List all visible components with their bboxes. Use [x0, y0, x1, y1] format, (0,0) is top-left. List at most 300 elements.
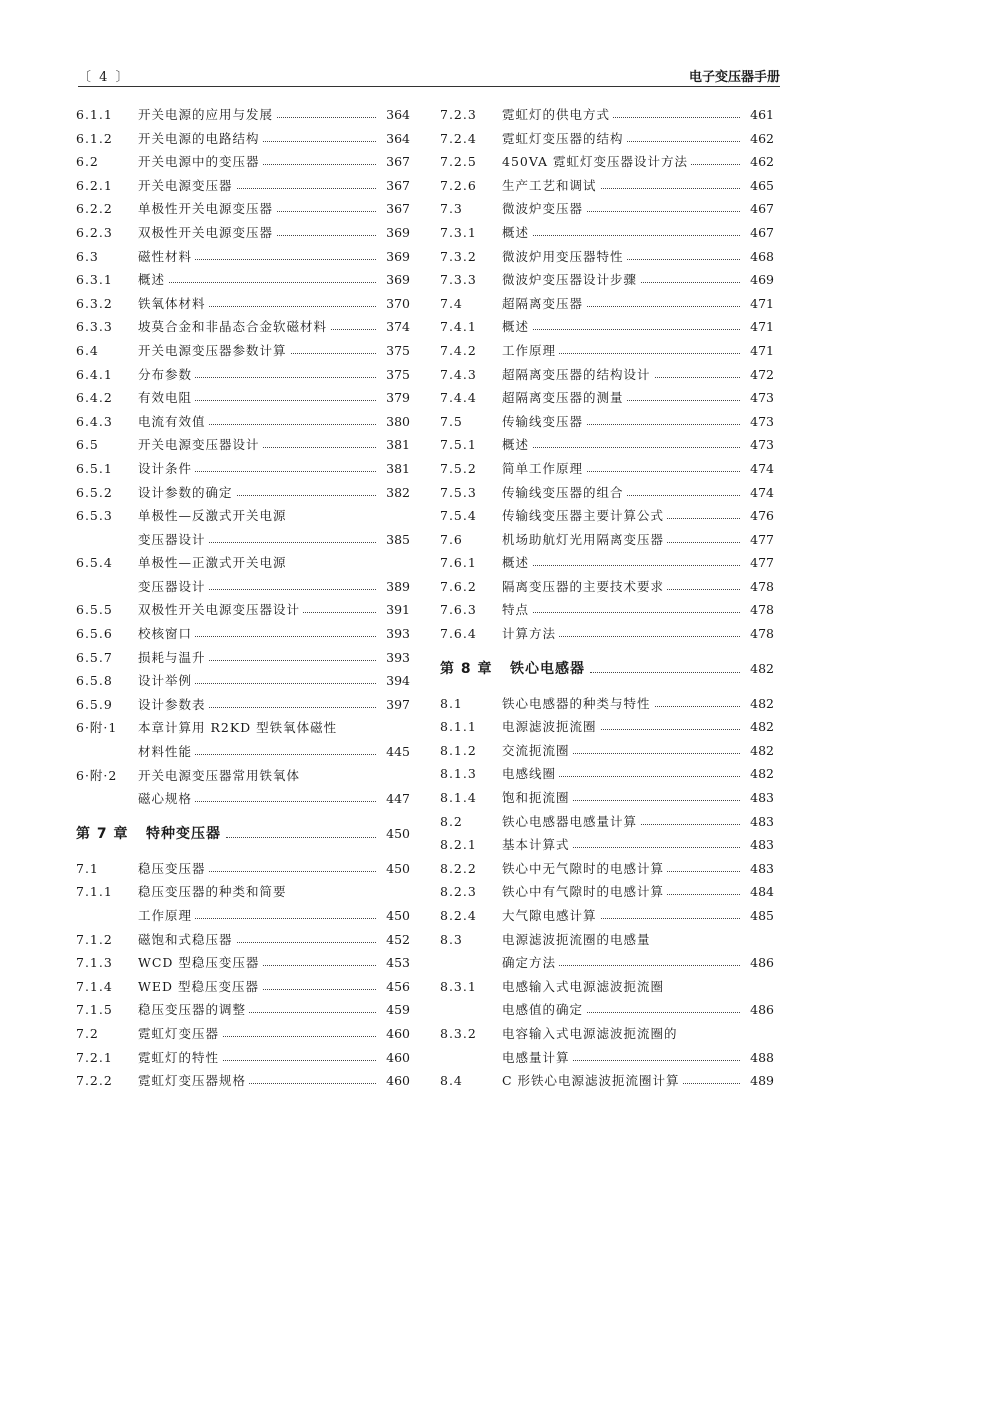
toc-section-title: 磁饱和式稳压器 — [138, 932, 236, 947]
toc-page-number: 397 — [383, 693, 410, 717]
toc-dot-leader — [138, 282, 376, 283]
toc-entry — [76, 693, 410, 717]
toc-entry — [76, 928, 410, 952]
toc-page-number: 482 — [747, 652, 774, 686]
toc-page-number: 391 — [383, 598, 410, 622]
toc-section-title: 特点 — [502, 602, 532, 617]
toc-section-number: 7.3 — [440, 201, 463, 217]
toc-page-number: 473 — [747, 386, 774, 410]
toc-section-number: 7.2.2 — [76, 1073, 113, 1089]
toc-section-number: 6·附·2 — [76, 767, 118, 783]
toc-section-title: 单极性开关电源变压器 — [138, 201, 276, 216]
toc-entry — [440, 833, 774, 857]
toc-section-number: 8.2.2 — [440, 860, 477, 876]
toc-page-number: 471 — [747, 315, 774, 339]
toc-entry — [76, 433, 410, 457]
toc-section-title: 双极性开关电源变压器 — [138, 225, 276, 240]
toc-page-number: 460 — [383, 1046, 410, 1070]
toc-entry — [440, 739, 774, 763]
toc-section-number: 7.6.4 — [440, 626, 477, 642]
toc-section-number: 8.3.1 — [440, 978, 477, 994]
toc-entry — [440, 715, 774, 739]
toc-page-number: 486 — [747, 951, 774, 975]
toc-chapter-entry — [76, 817, 410, 851]
toc-page-number: 447 — [383, 787, 410, 811]
toc-page-number: 462 — [747, 150, 774, 174]
toc-section-number: 7.4.2 — [440, 342, 477, 358]
toc-section-title: 单极性—正激式开关电源 — [138, 555, 290, 570]
toc-entry — [76, 598, 410, 622]
toc-section-number: 6.2 — [76, 154, 99, 170]
toc-page-number: 483 — [747, 833, 774, 857]
toc-section-title: 电感值的确定 — [502, 1002, 586, 1017]
toc-section-number: 6.4 — [76, 342, 99, 358]
toc-page-number: 450 — [383, 904, 410, 928]
toc-section-number: 6.5.3 — [76, 508, 113, 524]
toc-entry — [76, 221, 410, 245]
toc-entry — [76, 1022, 410, 1046]
toc-page-number: 462 — [747, 127, 774, 151]
toc-entry — [440, 127, 774, 151]
toc-section-number: 7.3.3 — [440, 272, 477, 288]
toc-entry — [76, 150, 410, 174]
toc-section-number: 7.1.4 — [76, 978, 113, 994]
toc-page-number: 471 — [747, 292, 774, 316]
toc-page-number: 471 — [747, 339, 774, 363]
toc-entry — [76, 457, 410, 481]
toc-section-title: 概述 — [502, 319, 532, 334]
toc-entry — [76, 764, 410, 788]
toc-entry — [440, 810, 774, 834]
toc-entry — [440, 103, 774, 127]
toc-section-title: 超隔离变压器 — [502, 296, 586, 311]
toc-section-number: 7.4.4 — [440, 390, 477, 406]
toc-section-title: 隔离变压器的主要技术要求 — [502, 579, 667, 594]
toc-section-title: 传输线变压器主要计算公式 — [502, 508, 667, 523]
toc-section-title: WED 型稳压变压器 — [138, 979, 262, 994]
toc-dot-leader — [502, 235, 740, 236]
toc-section-number: 8.2.4 — [440, 908, 477, 923]
toc-section-number: 7.6.2 — [440, 578, 477, 594]
toc-section-number: 6.5.6 — [76, 626, 113, 642]
toc-section-number: 6.2.3 — [76, 224, 113, 240]
toc-page-number: 456 — [383, 975, 410, 999]
toc-section-number: 6.3.2 — [76, 295, 113, 311]
toc-entry — [440, 928, 774, 952]
toc-page-number: 460 — [383, 1022, 410, 1046]
toc-section-title: 双极性开关电源变压器设计 — [138, 602, 303, 617]
toc-section-title: 霓虹灯的特性 — [138, 1050, 222, 1065]
toc-dot-leader — [226, 837, 376, 838]
toc-section-title: 设计举例 — [138, 673, 195, 688]
toc-section-title: 微波炉变压器 — [502, 201, 586, 216]
toc-page-number: 452 — [383, 928, 410, 952]
toc-section-title: 有效电阻 — [138, 390, 195, 405]
toc-page-number: 465 — [747, 174, 774, 198]
toc-section-title: 设计参数表 — [138, 697, 209, 712]
toc-section-number: 6.2.2 — [76, 201, 113, 217]
toc-section-title: 确定方法 — [502, 955, 559, 970]
toc-section-title: 本章计算用 R2KD 型铁氧体磁性 — [138, 720, 340, 735]
toc-section-title: 变压器设计 — [138, 532, 209, 547]
toc-section-title: 工作原理 — [502, 343, 559, 358]
toc-entry — [76, 998, 410, 1022]
toc-section-title: C 形铁心电源滤波扼流圈计算 — [502, 1073, 683, 1088]
toc-page-number: 483 — [747, 786, 774, 810]
toc-section-title: 简单工作原理 — [502, 461, 586, 476]
toc-page-number: 483 — [747, 810, 774, 834]
toc-dot-leader — [502, 565, 740, 566]
toc-section-number: 8.1.4 — [440, 790, 477, 806]
toc-section-number: 7.2.6 — [440, 177, 477, 193]
toc-entry — [76, 410, 410, 434]
toc-entry — [76, 339, 410, 363]
toc-section-number: 6.2.1 — [76, 177, 113, 193]
toc-section-title: 单极性—反激式开关电源 — [138, 508, 290, 523]
toc-section-number: 6.3 — [76, 248, 99, 264]
toc-section-number: 6.5.9 — [76, 696, 113, 712]
toc-section-title: 霓虹灯变压器 — [138, 1026, 222, 1041]
toc-page-number: 375 — [383, 339, 410, 363]
toc-entry — [440, 762, 774, 786]
toc-section-number: 7.1.2 — [76, 931, 113, 947]
toc-entry — [76, 787, 410, 811]
toc-page-number: 478 — [747, 598, 774, 622]
toc-page-number: 445 — [383, 740, 410, 764]
toc-section-title: 稳压变压器的种类和简要 — [138, 884, 290, 899]
toc-entry — [440, 221, 774, 245]
toc-page-number: 380 — [383, 410, 410, 434]
toc-section-title: 开关电源中的变压器 — [138, 154, 263, 169]
toc-section-title: 开关电源变压器参数计算 — [138, 343, 290, 358]
toc-entry — [440, 410, 774, 434]
toc-section-title: 变压器设计 — [138, 579, 209, 594]
toc-section-title: 铁心中无气隙时的电感计算 — [502, 861, 667, 876]
toc-page-number: 482 — [747, 692, 774, 716]
toc-section-number: 7.1.1 — [76, 884, 113, 900]
toc-page-number: 482 — [747, 739, 774, 763]
toc-entry — [440, 857, 774, 881]
toc-page-number: 468 — [747, 245, 774, 269]
toc-section-number: 8.1.3 — [440, 766, 477, 782]
toc-section-title: 超隔离变压器的结构设计 — [502, 367, 654, 382]
toc-page-number: 453 — [383, 951, 410, 975]
toc-page-number: 450 — [383, 857, 410, 881]
toc-page-number: 482 — [747, 762, 774, 786]
toc-section-number: 7.5.4 — [440, 508, 477, 524]
toc-section-title: 电流有效值 — [138, 414, 209, 429]
toc-section-title: 设计条件 — [138, 461, 195, 476]
toc-section-number: 7.6.1 — [440, 555, 477, 571]
toc-section-number: 7.3.2 — [440, 248, 477, 264]
toc-entry — [440, 692, 774, 716]
toc-section-title: 电感量计算 — [502, 1050, 573, 1065]
toc-entry — [76, 740, 410, 764]
toc-section-number: 7.5.1 — [440, 437, 477, 453]
toc-section-number: 6.4.1 — [76, 366, 113, 382]
toc-section-title: 霓虹灯的供电方式 — [502, 107, 613, 122]
toc-entry — [76, 103, 410, 127]
toc-section-title: 电感输入式电源滤波扼流圈 — [502, 979, 667, 994]
toc-section-title: 传输线变压器 — [502, 414, 586, 429]
toc-section-number: 7.1 — [76, 860, 99, 876]
toc-left-column — [76, 103, 410, 1093]
toc-page-number: 364 — [383, 103, 410, 127]
toc-entry — [76, 951, 410, 975]
toc-entry — [440, 174, 774, 198]
toc-page-number: 467 — [747, 197, 774, 221]
toc-page-number: 367 — [383, 174, 410, 198]
toc-entry — [76, 669, 410, 693]
toc-entry — [76, 622, 410, 646]
toc-section-title: 开关电源的应用与发展 — [138, 107, 276, 122]
toc-entry — [440, 904, 774, 928]
toc-section-title: 微波炉变压器设计步骤 — [502, 272, 640, 287]
toc-entry — [440, 1046, 774, 1070]
toc-section-title: 电容输入式电源滤波扼流圈的 — [502, 1026, 681, 1041]
toc-section-number: 7.2 — [76, 1025, 99, 1041]
toc-section-number: 8.2.3 — [440, 884, 477, 900]
toc-section-number: 6.5.7 — [76, 649, 113, 665]
toc-section-number: 7.1.5 — [76, 1002, 113, 1018]
toc-page-number: 450 — [383, 817, 410, 851]
toc-section-title: 磁性材料 — [138, 249, 195, 264]
toc-dot-leader — [590, 672, 740, 673]
toc-page-number: 393 — [383, 622, 410, 646]
toc-section-title: 开关电源的电路结构 — [138, 131, 263, 146]
toc-page-number: 476 — [747, 504, 774, 528]
toc-section-title: 设计参数的确定 — [138, 485, 236, 500]
toc-section-title: 铁心电感器的种类与特性 — [502, 696, 654, 711]
toc-entry — [76, 528, 410, 552]
toc-section-title: 传输线变压器的组合 — [502, 485, 627, 500]
toc-page-number: 459 — [383, 998, 410, 1022]
toc-section-number: 7.2.1 — [76, 1049, 113, 1065]
toc-section-number: 7.2.3 — [440, 107, 477, 122]
toc-entry — [76, 315, 410, 339]
toc-section-title: 分布参数 — [138, 367, 195, 382]
toc-section-number: 7.1.3 — [76, 955, 113, 971]
toc-entry — [440, 150, 774, 174]
toc-page-number: 469 — [747, 268, 774, 292]
toc-entry — [76, 504, 410, 528]
toc-section-title: 概述 — [502, 225, 532, 240]
toc-entry — [440, 598, 774, 622]
toc-page-number: 374 — [383, 315, 410, 339]
toc-section-title: 材料性能 — [138, 744, 195, 759]
toc-page-number: 369 — [383, 268, 410, 292]
toc-section-title: 基本计算式 — [502, 837, 573, 852]
toc-page-number: 394 — [383, 669, 410, 693]
toc-section-number: 6.5 — [76, 437, 99, 453]
toc-right-column — [440, 103, 774, 1093]
toc-section-number: 7.4.1 — [440, 319, 477, 335]
toc-section-number: 7.6 — [440, 531, 463, 547]
toc-section-number: 6.5.5 — [76, 602, 113, 618]
toc-entry — [76, 481, 410, 505]
toc-dot-leader — [502, 329, 740, 330]
toc-entry — [440, 245, 774, 269]
toc-section-title: 电感线圈 — [502, 766, 559, 781]
toc-page-number: 460 — [383, 1069, 410, 1093]
toc-page-number: 489 — [747, 1069, 774, 1093]
toc-entry — [76, 268, 410, 292]
toc-section-number: 6.1.2 — [76, 130, 113, 146]
toc-section-title: 工作原理 — [138, 908, 195, 923]
toc-section-title: 生产工艺和调试 — [502, 178, 600, 193]
toc-entry — [440, 504, 774, 528]
toc-section-number: 6.4.2 — [76, 390, 113, 406]
toc-entry — [440, 268, 774, 292]
toc-section-number: 6·附·1 — [76, 720, 118, 736]
toc-section-number: 7.4 — [440, 295, 463, 311]
toc-page-number: 473 — [747, 433, 774, 457]
toc-entry — [440, 339, 774, 363]
toc-page-number: 389 — [383, 575, 410, 599]
toc-entry — [440, 433, 774, 457]
toc-section-number: 8.2 — [440, 813, 463, 829]
toc-page-number: 364 — [383, 127, 410, 151]
toc-page-number: 473 — [747, 410, 774, 434]
toc-section-title: 微波炉用变压器特性 — [502, 249, 627, 264]
toc-entry — [76, 127, 410, 151]
toc-entry — [76, 386, 410, 410]
toc-entry — [440, 528, 774, 552]
toc-section-title: 交流扼流圈 — [502, 743, 573, 758]
toc-entry — [76, 857, 410, 881]
toc-section-title: 概述 — [502, 437, 532, 452]
toc-section-number: 7.2.5 — [440, 154, 477, 170]
toc-section-title: 稳压变压器 — [138, 861, 209, 876]
toc-page-number: 369 — [383, 221, 410, 245]
toc-entry — [76, 880, 410, 904]
toc-section-title: 大气隙电感计算 — [502, 908, 600, 923]
book-title: 电子变压器手册 — [688, 70, 780, 85]
toc-page-number: 477 — [747, 551, 774, 575]
toc-section-number: 6.5.1 — [76, 460, 113, 476]
toc-page-number: 381 — [383, 457, 410, 481]
toc-page-number: 472 — [747, 363, 774, 387]
toc-entry — [440, 551, 774, 575]
toc-section-number: 第 8 章 — [440, 660, 493, 677]
toc-section-number: 8.1.1 — [440, 719, 477, 735]
toc-section-title: 特种变压器 — [146, 826, 224, 842]
toc-page-number: 461 — [747, 103, 774, 127]
toc-entry — [440, 197, 774, 221]
toc-section-number: 8.3.2 — [440, 1025, 477, 1041]
toc-section-title: 电源滤波扼流圈的电感量 — [502, 932, 654, 947]
toc-section-title: 概述 — [138, 272, 168, 287]
toc-entry — [440, 1022, 774, 1046]
toc-page-number: 367 — [383, 150, 410, 174]
toc-page-number: 474 — [747, 457, 774, 481]
toc-page-number: 385 — [383, 528, 410, 552]
toc-chapter-entry — [440, 652, 774, 686]
toc-section-title: 开关电源变压器常用铁氧体 — [138, 768, 303, 783]
toc-section-number: 7.3.1 — [440, 224, 477, 240]
toc-entry — [440, 481, 774, 505]
toc-section-title: 坡莫合金和非晶态合金软磁材料 — [138, 319, 330, 334]
toc-page-number: 486 — [747, 998, 774, 1022]
page-header — [78, 64, 780, 88]
toc-section-title: 稳压变压器的调整 — [138, 1002, 249, 1017]
toc-section-title: 概述 — [502, 555, 532, 570]
toc-dot-leader — [502, 447, 740, 448]
toc-section-number: 7.5.3 — [440, 484, 477, 500]
toc-page-number: 381 — [383, 433, 410, 457]
toc-section-title: 饱和扼流圈 — [502, 790, 573, 805]
toc-section-number: 8.3 — [440, 931, 463, 947]
toc-entry — [76, 197, 410, 221]
toc-page-number: 482 — [747, 715, 774, 739]
toc-entry — [76, 363, 410, 387]
toc-section-title: 计算方法 — [502, 626, 559, 641]
toc-section-number: 7.4.3 — [440, 366, 477, 382]
toc-entry — [440, 951, 774, 975]
toc-section-number: 6.3.1 — [76, 272, 113, 288]
toc-entry — [440, 575, 774, 599]
toc-section-number: 6.5.4 — [76, 555, 113, 571]
toc-entry — [76, 646, 410, 670]
toc-entry — [76, 975, 410, 999]
toc-entry — [440, 386, 774, 410]
toc-page-number: 474 — [747, 481, 774, 505]
toc-section-title: 霓虹灯变压器规格 — [138, 1073, 249, 1088]
toc-section-title: 霓虹灯变压器的结构 — [502, 131, 627, 146]
toc-page-number: 478 — [747, 575, 774, 599]
toc-entry — [440, 315, 774, 339]
toc-entry — [76, 245, 410, 269]
toc-page-number: 379 — [383, 386, 410, 410]
toc-section-title: 机场助航灯光用隔离变压器 — [502, 532, 667, 547]
toc-section-title: 磁心规格 — [138, 791, 195, 806]
toc-entry — [76, 174, 410, 198]
toc-entry — [76, 1069, 410, 1093]
header-rule — [78, 86, 780, 87]
toc-entry — [440, 975, 774, 999]
toc-section-number: 8.1.2 — [440, 742, 477, 758]
toc-section-number: 8.2.1 — [440, 837, 477, 853]
toc-dot-leader — [502, 612, 740, 613]
toc-section-title: WCD 型稳压变压器 — [138, 955, 262, 970]
toc-page-number: 467 — [747, 221, 774, 245]
toc-entry — [440, 622, 774, 646]
toc-section-title: 铁心中有气隙时的电感计算 — [502, 884, 667, 899]
toc-page-number: 393 — [383, 646, 410, 670]
toc-entry — [440, 457, 774, 481]
toc-section-title: 超隔离变压器的测量 — [502, 390, 627, 405]
toc-entry — [76, 575, 410, 599]
toc-section-title: 损耗与温升 — [138, 650, 209, 665]
toc-section-number: 7.6.3 — [440, 602, 477, 618]
toc-section-title: 开关电源变压器设计 — [138, 437, 263, 452]
toc-section-title: 电源滤波扼流圈 — [502, 719, 600, 734]
toc-section-title: 铁心电感器 — [510, 661, 588, 677]
toc-page-number: 483 — [747, 857, 774, 881]
toc-section-title: 校核窗口 — [138, 626, 195, 641]
toc-page-number: 477 — [747, 528, 774, 552]
toc-entry — [76, 1046, 410, 1070]
toc-entry — [440, 786, 774, 810]
toc-section-title: 开关电源变压器 — [138, 178, 236, 193]
toc-entry — [76, 292, 410, 316]
toc-page-number: 484 — [747, 880, 774, 904]
toc-section-number: 7.5.2 — [440, 460, 477, 476]
toc-section-title: 铁心电感器电感量计算 — [502, 814, 640, 829]
toc-entry — [440, 880, 774, 904]
toc-section-number: 第 7 章 — [76, 825, 129, 842]
toc-page-number: 367 — [383, 197, 410, 221]
